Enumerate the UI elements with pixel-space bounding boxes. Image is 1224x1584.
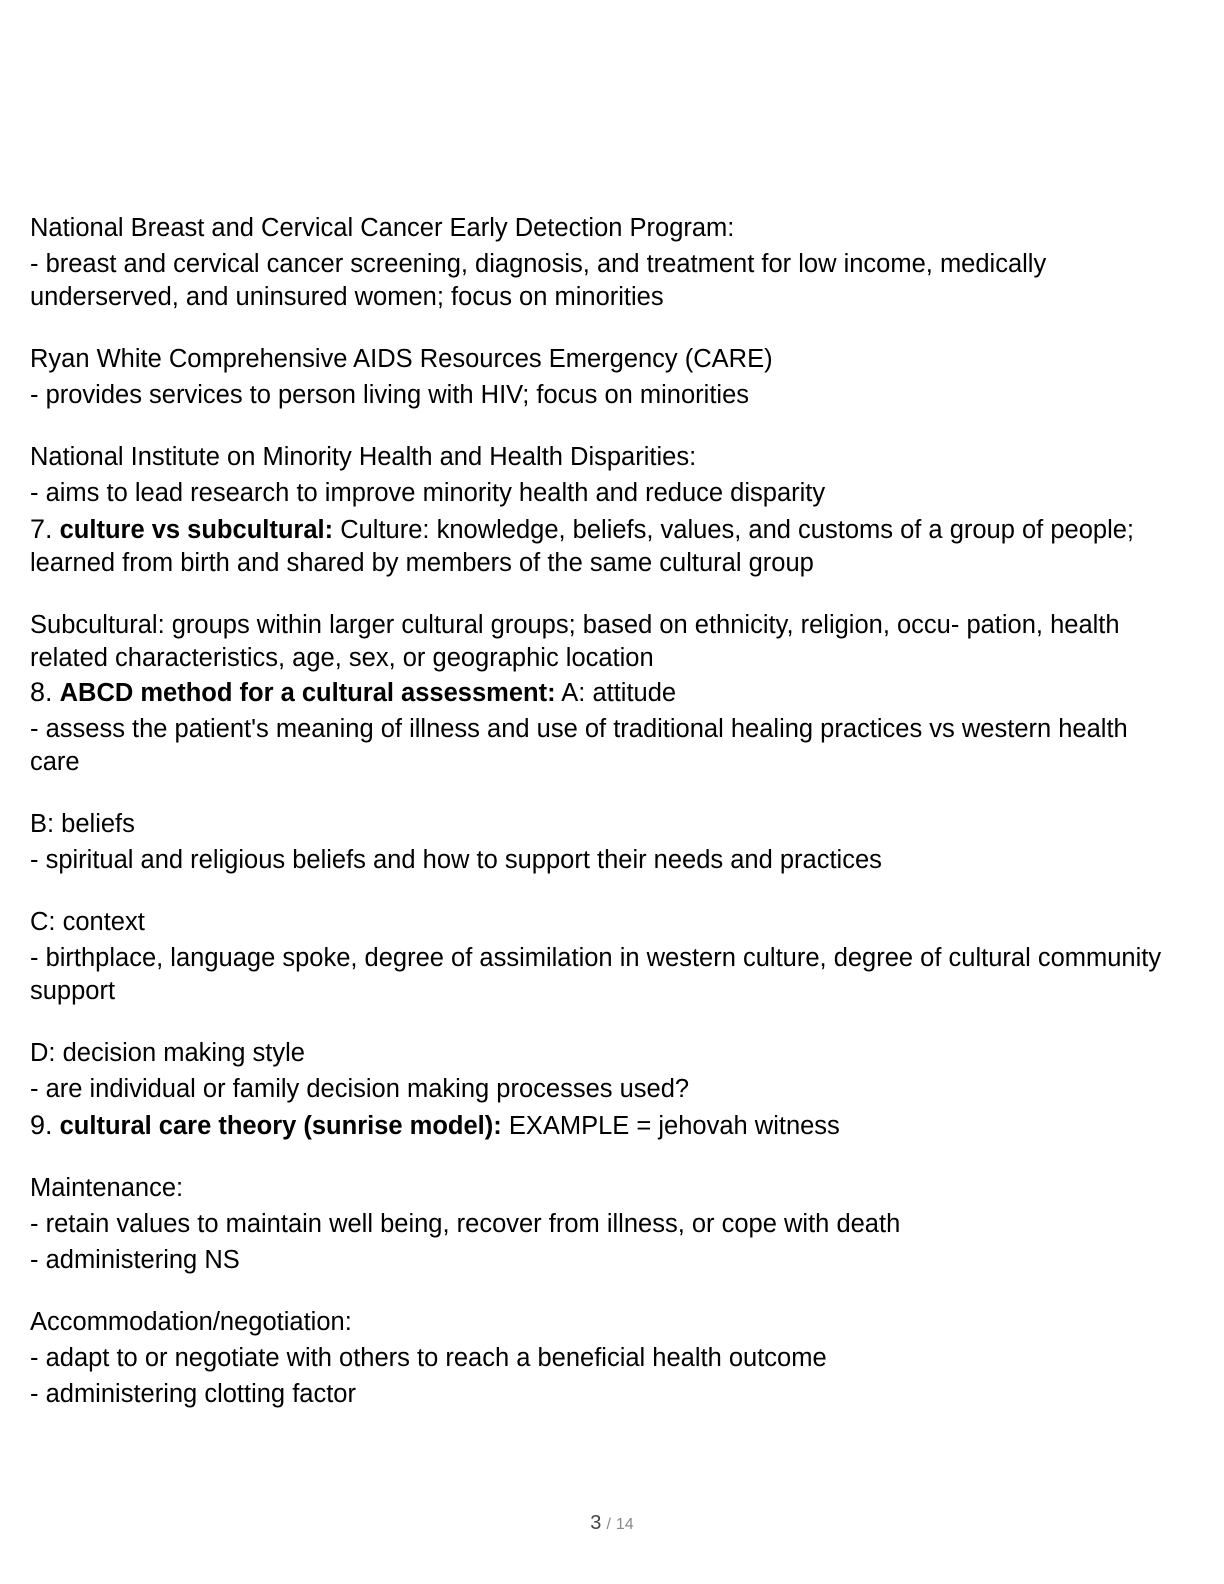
accommodation-desc-1: - adapt to or negotiate with others to reach a beneficial health outcome (30, 1344, 827, 1372)
abcd-a-desc: - assess the patient's meaning of illness and use of traditional healing practices vs western health care (30, 715, 1128, 776)
accommodation-title: Accommodation/negotiation: (30, 1308, 352, 1336)
maintenance-title: Maintenance: (30, 1174, 184, 1202)
page-indicator (0, 1512, 1224, 1535)
question-answer: EXAMPLE = jehovah witness (508, 1112, 840, 1140)
program-desc-nimhd: - aims to lead research to improve minority health and reduce disparity (30, 479, 826, 507)
question-8 (30, 676, 1180, 710)
question-heading: culture vs subcultural: (59, 516, 334, 544)
question-number: 9. (30, 1110, 53, 1140)
program-title-nimhd: National Institute on Minority Health and Health Disparities: (30, 443, 697, 471)
question-heading: cultural care theory (sunrise model): (59, 1112, 502, 1140)
abcd-b-desc: - spiritual and religious beliefs and how to support their needs and practices (30, 846, 882, 874)
accommodation-desc-2: - administering clotting factor (30, 1380, 356, 1408)
maintenance-desc-2: - administering NS (30, 1246, 240, 1274)
abcd-c-desc: - birthplace, language spoke, degree of assimilation in western culture, degree of cultural community support (30, 944, 1162, 1005)
abcd-a-title: A: attitude (561, 679, 677, 707)
total-pages: 14 (615, 1516, 634, 1533)
question-number: 7. (30, 514, 53, 544)
question-heading: ABCD method for a cultural assessment: (59, 679, 556, 707)
abcd-d-title: D: decision making style (30, 1039, 305, 1067)
program-desc-nbccedp: - breast and cervical cancer screening, diagnosis, and treatment for low income, medically underserved, and uninsured women; focus on minorities (30, 250, 1047, 311)
program-title-ryan-white: Ryan White Comprehensive AIDS Resources Emergency (CARE) (30, 345, 773, 373)
program-title-nbccedp: National Breast and Cervical Cancer Early Detection Program: (30, 214, 735, 242)
page-separator: / (606, 1516, 611, 1533)
current-page-number: 3 (590, 1512, 602, 1534)
document-page (30, 210, 1180, 1411)
program-desc-ryan-white: - provides services to person living with HIV; focus on minorities (30, 381, 750, 409)
abcd-d-desc: - are individual or family decision making processes used? (30, 1075, 690, 1103)
question-answer: Culture: knowledge, beliefs, values, and customs of a group of people; learned from birth and shared by members of the same cultural group (30, 516, 1135, 577)
maintenance-desc-1: - retain values to maintain well being, recover from illness, or cope with death (30, 1210, 901, 1238)
question-7 (30, 513, 1180, 580)
question-9 (30, 1109, 1180, 1143)
abcd-c-title: C: context (30, 908, 145, 936)
abcd-b-title: B: beliefs (30, 810, 135, 838)
subcultural-definition: Subcultural: groups within larger cultural groups; based on ethnicity, religion, occu- pation, health related characteristics, age, sex, or geographic location (30, 611, 1120, 672)
question-number: 8. (30, 677, 53, 707)
